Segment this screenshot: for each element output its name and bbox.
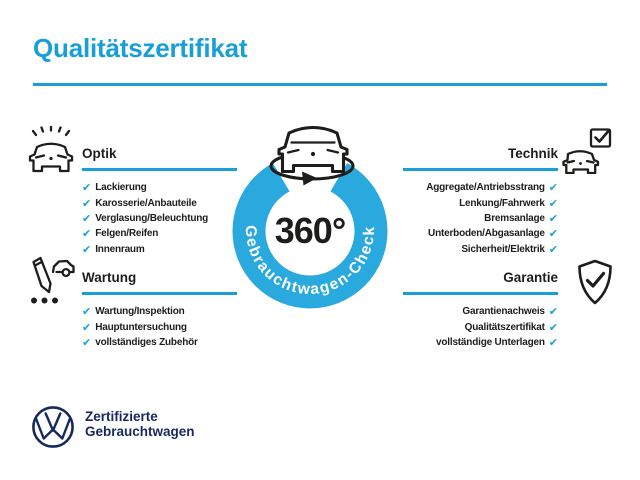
- car-shine-icon: [27, 126, 75, 173]
- check-icon: ✔: [548, 211, 558, 225]
- car-checkbox-icon: [562, 128, 612, 174]
- check-icon: ✔: [82, 227, 92, 241]
- section-rule-garantie: [403, 292, 558, 295]
- checklist-item: vollständige Unterlagen ✔: [436, 335, 558, 349]
- check-icon: ✔: [82, 196, 92, 210]
- section-title-technik: Technik: [507, 146, 558, 161]
- checklist-item: Aggregate/Antriebsstrang ✔: [426, 181, 558, 195]
- section-rule-wartung: [82, 292, 237, 295]
- checklist-item: ✔ Wartung/Inspektion: [82, 305, 185, 319]
- check-icon: ✔: [82, 335, 92, 349]
- check-icon: ✔: [548, 320, 558, 334]
- pencil-car-checklist-icon: [27, 255, 75, 305]
- check-icon: ✔: [548, 181, 558, 195]
- checklist-item: Lenkung/Fahrwerk ✔: [459, 196, 558, 210]
- checklist-item: Unterboden/Abgasanlage ✔: [428, 227, 558, 241]
- page-title: Qualitätszertifikat: [33, 33, 248, 63]
- brand-line-2: Gebrauchtwagen: [85, 424, 195, 439]
- brand-wordmark: [85, 409, 195, 439]
- checklist-garantie: [383, 304, 558, 350]
- shield-check-icon: [577, 259, 613, 305]
- degree-label: 360°: [274, 210, 346, 251]
- section-rule-optik: [82, 168, 237, 171]
- check-icon: ✔: [82, 305, 92, 319]
- check-icon: ✔: [82, 320, 92, 334]
- check-icon: ✔: [82, 181, 92, 195]
- check-icon: ✔: [548, 227, 558, 241]
- checklist-item: ✔ Karosserie/Anbauteile: [82, 196, 197, 210]
- checklist-item: ✔ Lackierung: [82, 181, 147, 195]
- check-icon: ✔: [548, 242, 558, 256]
- check-icon: ✔: [82, 242, 92, 256]
- checklist-wartung: [82, 304, 247, 350]
- check-icon: ✔: [548, 196, 558, 210]
- checklist-item: ✔ Felgen/Reifen: [82, 227, 159, 241]
- checklist-item: Bremsanlage ✔: [484, 211, 558, 225]
- check-icon: ✔: [548, 335, 558, 349]
- section-rule-technik: [403, 168, 558, 171]
- section-title-wartung: Wartung: [82, 270, 137, 285]
- ring-label: Gebrauchtwagen-Check: [241, 224, 379, 299]
- checklist-item: Sicherheit/Elektrik ✔: [461, 242, 558, 256]
- check-icon: ✔: [82, 211, 92, 225]
- car-front-rotation-icon: [271, 128, 353, 186]
- checklist-optik: [82, 180, 247, 257]
- checklist-technik: [383, 180, 558, 257]
- checklist-item: ✔ vollständiges Zubehör: [82, 335, 198, 349]
- header-divider: [33, 83, 607, 86]
- checklist-item: ✔ Hauptuntersuchung: [82, 320, 187, 334]
- vw-logo: [31, 405, 75, 449]
- section-title-garantie: Garantie: [503, 270, 558, 285]
- checklist-item: Qualitätszertifikat ✔: [464, 320, 558, 334]
- checklist-item: ✔ Verglasung/Beleuchtung: [82, 211, 209, 225]
- checklist-item: Garantienachweis ✔: [462, 305, 558, 319]
- checklist-item: ✔ Innenraum: [82, 242, 145, 256]
- brand-line-1: Zertifizierte: [85, 409, 158, 424]
- check-icon: ✔: [548, 305, 558, 319]
- section-title-optik: Optik: [82, 146, 117, 161]
